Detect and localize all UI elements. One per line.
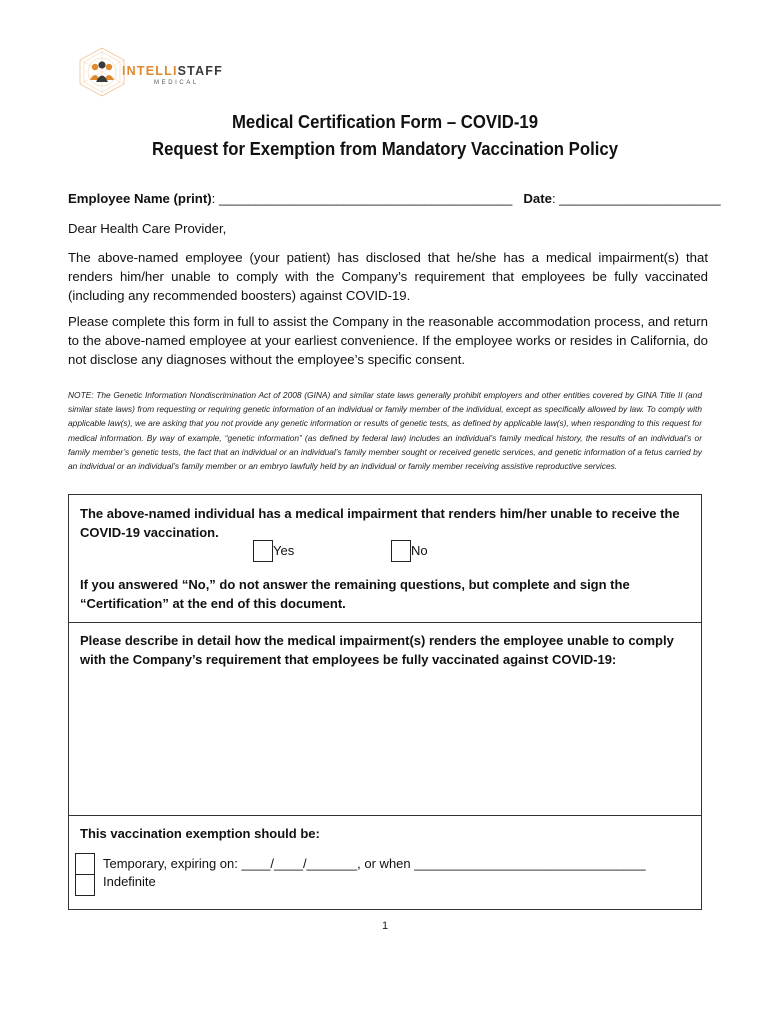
no-checkbox[interactable]	[391, 540, 411, 562]
logo-wordmark	[122, 64, 223, 78]
employee-name-line	[68, 189, 721, 208]
employee-name-field[interactable]: : ________________________________________	[211, 191, 513, 206]
form-title: Medical Certification Form – COVID-19	[231, 112, 539, 132]
greeting: Dear Health Care Provider,	[68, 221, 227, 236]
logo-wordmark-part1: INTELLI	[122, 64, 178, 78]
temporary-option: Temporary, expiring on: ____/____/_______, or when ________________________________	[103, 856, 646, 871]
indefinite-checkbox[interactable]	[75, 874, 95, 896]
logo-subtitle: MEDICAL	[154, 80, 199, 86]
impairment-description-answer-area[interactable]	[80, 675, 690, 805]
gina-note: NOTE: The Genetic Information Nondiscrimination Act of 2008 (GINA) and similar state laws generally prohibit employers and other entities covered by GINA Title II (and similar state laws) from requesting or requiring genetic information of an individual or family member of the individual, except as specifically allowed by law. To comply with applicable law(s), we are asking that you not provide any genetic information or results of genetic tests, as defined by applicable law(s), when responding to this request for medical information. By way of example, “genetic information” (as defined by federal law) includes an individual’s family medical history, the results of an individual’s or family member’s genetic tests, the fact that an individual or an individual’s family member sought or received genetic services, and genetic information of a fetus carried by an individual or an individual’s family member or an embryo lawfully held by an individual or family member receiving assistive reproductive services.	[68, 390, 702, 472]
form-subtitle: Request for Exemption from Mandatory Vaccination Policy	[151, 139, 619, 159]
page-number: 1	[381, 920, 389, 932]
logo-wordmark-part2: STAFF	[177, 64, 223, 78]
employee-name-label: Employee Name (print)	[68, 191, 212, 206]
exemption-duration-section	[68, 816, 702, 910]
impairment-description-question: Please describe in detail how the medical impairment(s) renders the employee unable to comply with the Company’s requirement that employees be fully vaccinated against COVID-19:	[80, 633, 674, 667]
impairment-question-section	[68, 494, 702, 623]
impairment-description-section	[68, 623, 702, 816]
impairment-question: The above-named individual has a medical impairment that renders him/her unable to receive the COVID-19 vaccination.	[80, 506, 680, 540]
yes-label: Yes	[273, 543, 295, 558]
date-label: Date	[523, 191, 552, 206]
temporary-checkbox[interactable]	[75, 853, 95, 875]
instructions-paragraph: Please complete this form in full to assist the Company in the reasonable accommodation process, and return to the above-named employee at your earliest convenience. If the employee works or resides in California, do not disclose any diagnoses without the employee’s specific consent.	[68, 314, 708, 367]
yes-checkbox[interactable]	[253, 540, 273, 562]
company-logo	[76, 46, 236, 98]
indefinite-option: Indefinite	[103, 874, 156, 889]
no-answer-instruction: If you answered “No,” do not answer the remaining questions, but complete and sign the “Certification” at the end of this document.	[80, 577, 630, 611]
no-label: No	[411, 543, 428, 558]
logo-emblem-icon	[76, 46, 128, 98]
exemption-duration-question: This vaccination exemption should be:	[80, 826, 320, 841]
intro-paragraph: The above-named employee (your patient) has disclosed that he/she has a medical impairment(s) that renders him/her unable to comply with the Company’s requirement that employees be fully vaccinated (including any recommended boosters) against COVID-19.	[68, 250, 708, 303]
date-field[interactable]: : ______________________	[551, 191, 721, 206]
